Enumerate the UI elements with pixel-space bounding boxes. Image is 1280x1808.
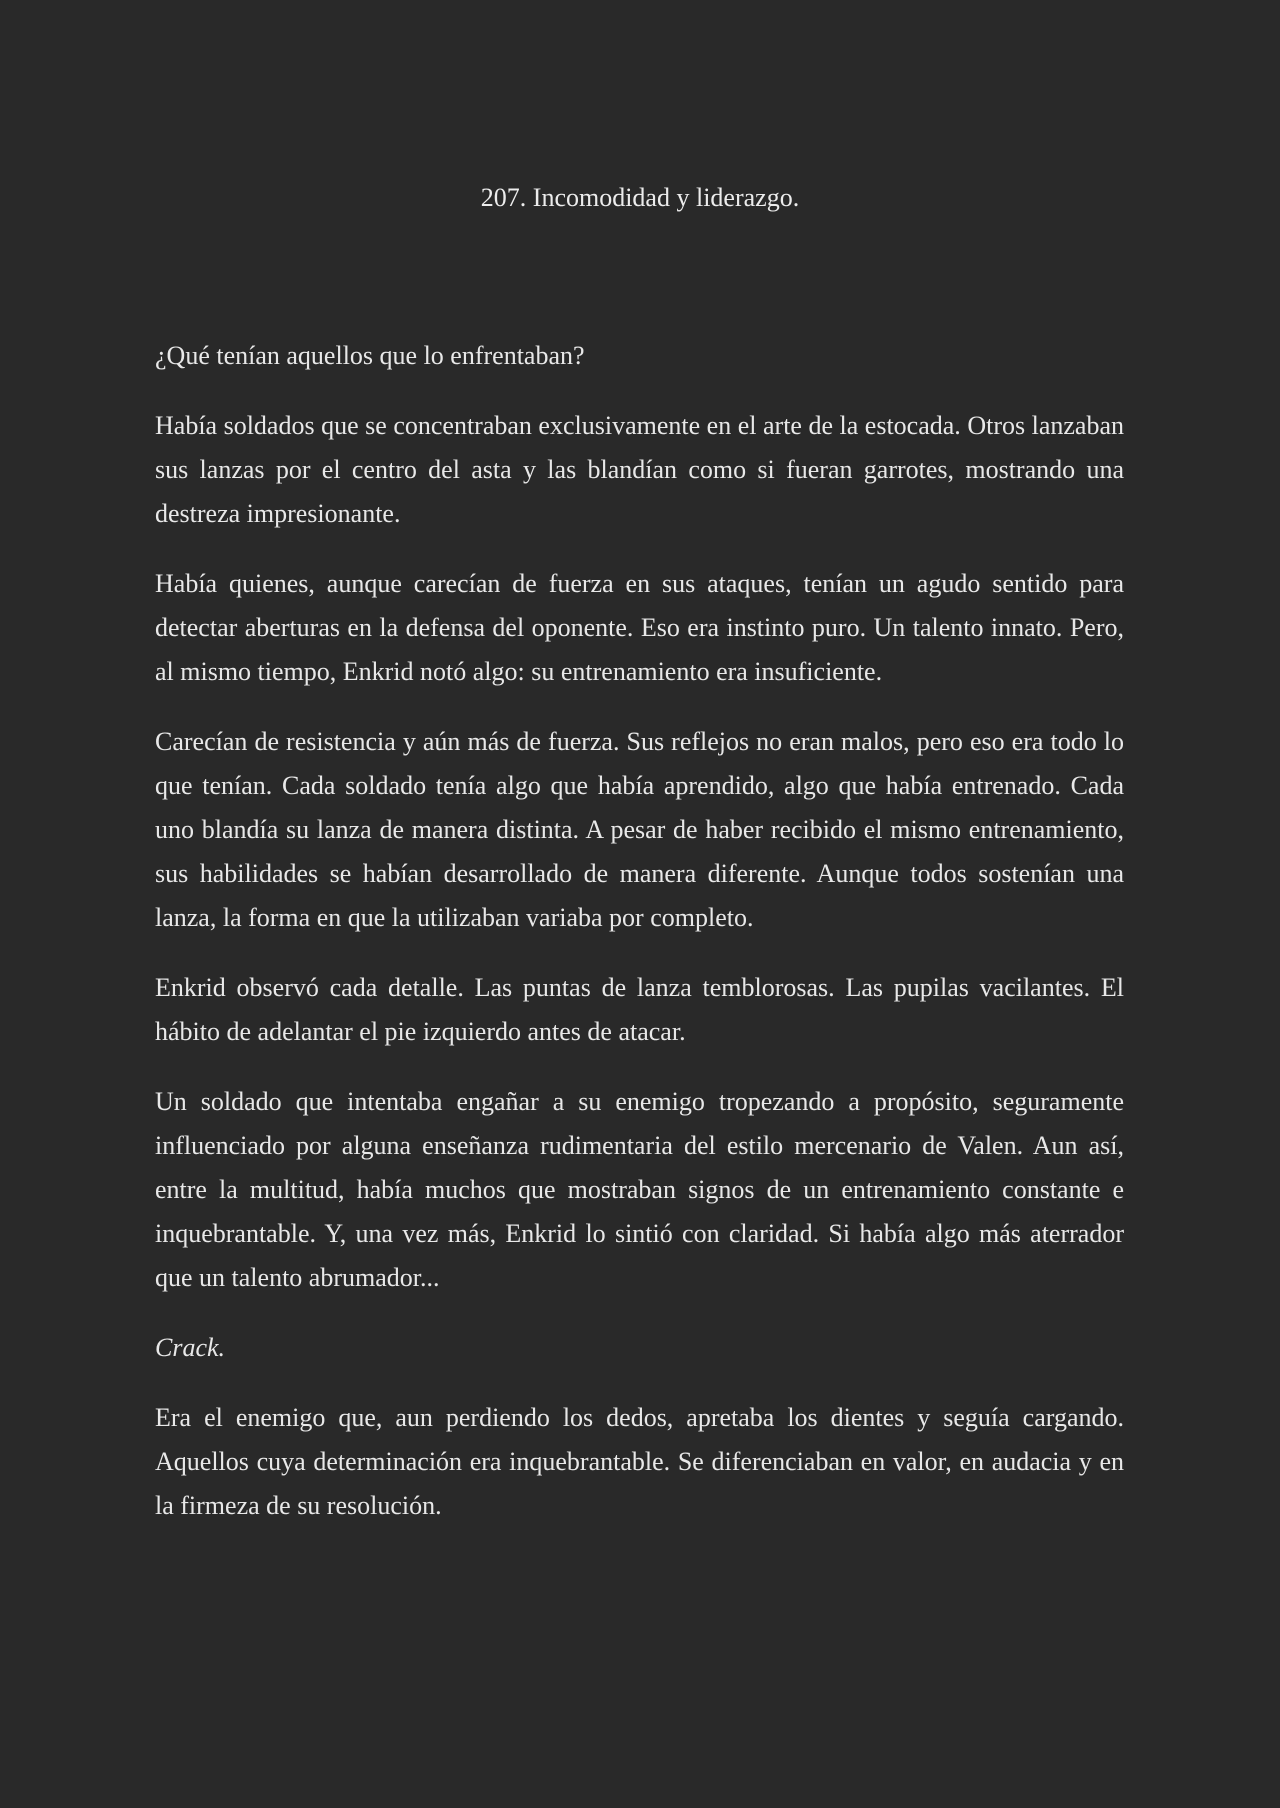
- paragraph: Carecían de resistencia y aún más de fuerza. Sus reflejos no eran malos, pero eso era todo lo que tenían. Cada soldado tenía algo que había aprendido, algo que había entrenado. Cada uno blandía su lanza de manera distinta. A pesar de haber recibido el mismo entrenamiento, sus habilidades se habían desarrollado de manera diferente. Aunque todos sostenían una lanza, la forma en que la utilizaban variaba por completo.: [155, 727, 1124, 932]
- paragraph: ¿Qué tenían aquellos que lo enfrentaban?: [155, 341, 585, 370]
- paragraph: Enkrid observó cada detalle. Las puntas de lanza temblorosas. Las pupilas vacilantes. El hábito de adelantar el pie izquierdo antes de atacar.: [155, 973, 1124, 1046]
- chapter-title: 207. Incomodidad y liderazgo.: [480, 183, 800, 212]
- sound-effect-paragraph: Crack.: [155, 1333, 226, 1362]
- chapter-body: [155, 334, 1124, 1554]
- paragraph: Había quienes, aunque carecían de fuerza en sus ataques, tenían un agudo sentido para detectar aberturas en la defensa del oponente. Eso era instinto puro. Un talento innato. Pero, al mismo tiempo, Enkrid notó algo: su entrenamiento era insuficiente.: [155, 569, 1124, 686]
- paragraph: Había soldados que se concentraban exclusivamente en el arte de la estocada. Otros lanzaban sus lanzas por el centro del asta y las blandían como si fueran garrotes, mostrando una destreza impresionante.: [155, 411, 1124, 528]
- paragraph: Un soldado que intentaba engañar a su enemigo tropezando a propósito, seguramente influenciado por alguna enseñanza rudimentaria del estilo mercenario de Valen. Aun así, entre la multitud, había muchos que mostraban signos de un entrenamiento constante e inquebrantable. Y, una vez más, Enkrid lo sintió con claridad. Si había algo más aterrador que un talento abrumador...: [155, 1087, 1124, 1292]
- paragraph: Era el enemigo que, aun perdiendo los dedos, apretaba los dientes y seguía cargando. Aquellos cuya determinación era inquebrantable. Se diferenciaban en valor, en audacia y en la firmeza de su resolución.: [155, 1403, 1124, 1520]
